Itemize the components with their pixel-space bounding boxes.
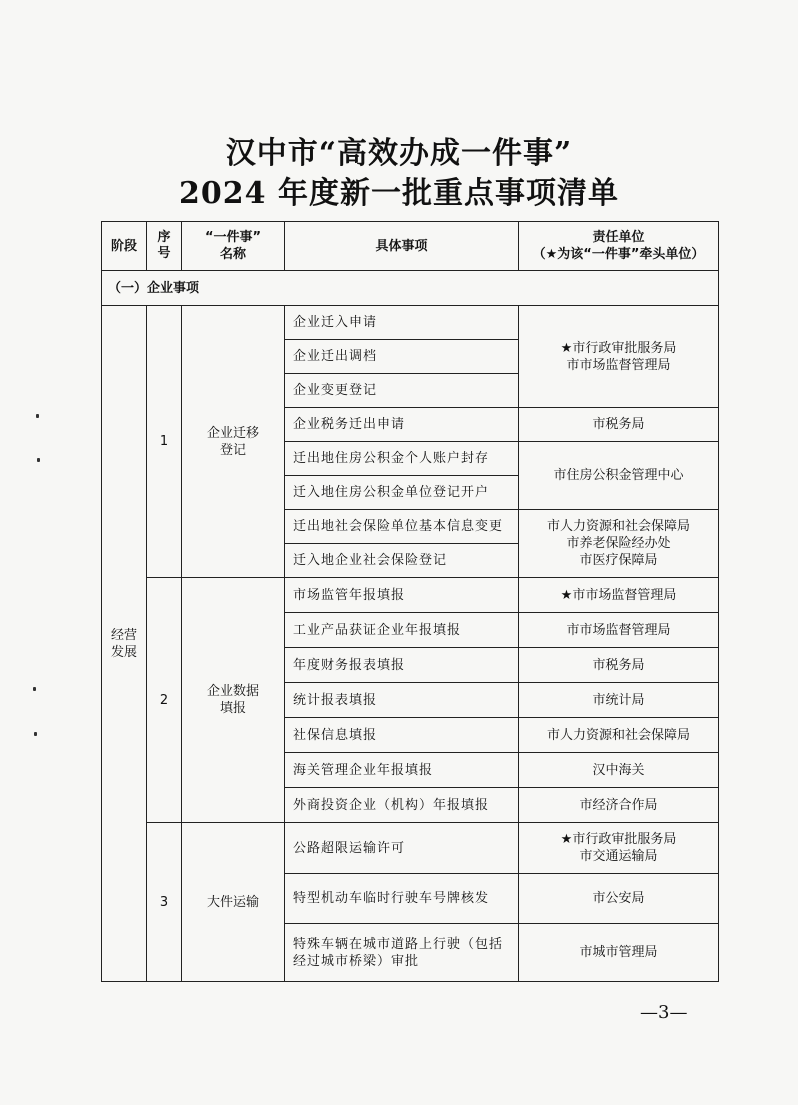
scan-speck — [36, 414, 39, 418]
item-cell: 社保信息填报 — [285, 718, 519, 753]
item-cell: 公路超限运输许可 — [285, 823, 519, 874]
unit-cell: 市税务局 — [519, 408, 719, 442]
item-cell: 市场监管年报填报 — [285, 578, 519, 613]
name-cell-3: 大件运输 — [182, 823, 285, 982]
document-title-line2: 2024 年度新一批重点事项清单 — [179, 176, 619, 211]
item-cell: 迁入地企业社会保险登记 — [285, 544, 519, 578]
unit-cell: 市住房公积金管理中心 — [519, 442, 719, 510]
table-header-row — [102, 222, 719, 271]
item-cell: 企业迁出调档 — [285, 340, 519, 374]
header-seq: 序号 — [147, 222, 182, 271]
item-cell: 外商投资企业（机构）年报填报 — [285, 788, 519, 823]
item-cell: 企业变更登记 — [285, 374, 519, 408]
header-item: 具体事项 — [285, 222, 519, 271]
scan-speck — [34, 732, 37, 736]
unit-cell: 市城市管理局 — [519, 924, 719, 982]
item-cell: 海关管理企业年报填报 — [285, 753, 519, 788]
stage-cell: 经营发展 — [102, 306, 147, 982]
unit-cell: ★市行政审批服务局 市市场监督管理局 — [519, 306, 719, 408]
document-title-line1: 汉中市“高效办成一件事” — [225, 136, 573, 171]
unit-cell: 市人力资源和社会保障局 市养老保险经办处 市医疗保障局 — [519, 510, 719, 578]
scan-speck — [37, 458, 40, 462]
name-cell-1: 企业迁移登记 — [182, 306, 285, 578]
item-cell: 迁出地住房公积金个人账户封存 — [285, 442, 519, 476]
section-row: （一）企业事项 — [102, 271, 719, 306]
unit-cell: 市公安局 — [519, 874, 719, 924]
item-cell: 工业产品获证企业年报填报 — [285, 613, 519, 648]
item-cell: 迁入地住房公积金单位登记开户 — [285, 476, 519, 510]
unit-cell: 市统计局 — [519, 683, 719, 718]
unit-cell: 市市场监督管理局 — [519, 613, 719, 648]
unit-cell: 市人力资源和社会保障局 — [519, 718, 719, 753]
unit-cell: 市经济合作局 — [519, 788, 719, 823]
item-cell: 企业税务迁出申请 — [285, 408, 519, 442]
seq-cell-1: 1 — [147, 306, 182, 578]
items-table — [101, 221, 719, 982]
seq-cell-3: 3 — [147, 823, 182, 982]
name-cell-2: 企业数据填报 — [182, 578, 285, 823]
header-stage: 阶段 — [102, 222, 147, 271]
unit-cell: ★市行政审批服务局 市交通运输局 — [519, 823, 719, 874]
item-cell: 统计报表填报 — [285, 683, 519, 718]
scan-speck — [33, 687, 36, 691]
header-name: “一件事” 名称 — [182, 222, 285, 271]
unit-cell: 市税务局 — [519, 648, 719, 683]
unit-cell: ★市市场监督管理局 — [519, 578, 719, 613]
item-cell: 企业迁入申请 — [285, 306, 519, 340]
item-cell: 特殊车辆在城市道路上行驶（包括经过城市桥梁）审批 — [285, 924, 519, 982]
item-cell: 年度财务报表填报 — [285, 648, 519, 683]
item-cell: 迁出地社会保险单位基本信息变更 — [285, 510, 519, 544]
page-number: —3— — [640, 1002, 688, 1023]
unit-cell: 汉中海关 — [519, 753, 719, 788]
item-cell: 特型机动车临时行驶车号牌核发 — [285, 874, 519, 924]
header-unit: 责任单位 （★为该“一件事”牵头单位） — [519, 222, 719, 271]
seq-cell-2: 2 — [147, 578, 182, 823]
